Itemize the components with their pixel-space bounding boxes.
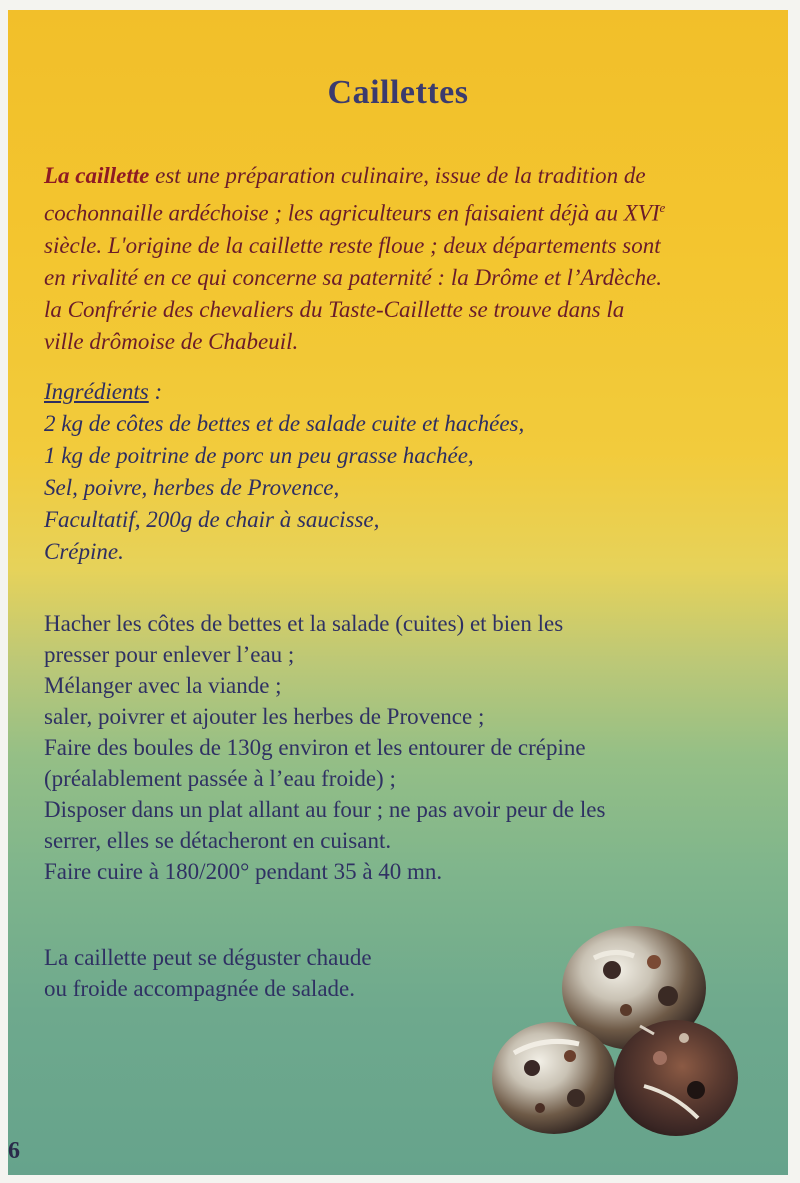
ingredient-item: 2 kg de côtes de bettes et de salade cuite et hachées,: [44, 411, 525, 436]
step-line: Faire cuire à 180/200° pendant 35 à 40 mn.: [44, 859, 443, 884]
intro-line-2: [44, 192, 774, 230]
ingredients-heading-suffix: :: [148, 379, 163, 404]
page-title: Caillettes: [327, 74, 469, 111]
intro-line-1-rest: est une préparation culinaire, issue de la tradition de: [149, 163, 646, 188]
intro-line-2-text: cochonnaille ardéchoise ; les agriculteurs en faisaient déjà au XVI: [44, 200, 660, 226]
step-line: saler, poivrer et ajouter les herbes de Provence ;: [44, 704, 485, 729]
step-line: Mélanger avec la viande ;: [44, 673, 282, 698]
step-line: Disposer dans un plat allant au four ; ne pas avoir peur de les: [44, 797, 606, 822]
ingredients-heading: Ingrédients: [44, 379, 149, 404]
recipe-page: [8, 10, 788, 1175]
step-line: (préalablement passée à l’eau froide) ;: [44, 766, 396, 791]
intro-line-6: ville drômoise de Chabeuil.: [44, 328, 299, 354]
intro-lead: La caillette: [44, 163, 150, 188]
ingredient-item: 1 kg de poitrine de porc un peu grasse hachée,: [44, 443, 474, 468]
intro-line-3: siècle. L'origine de la caillette reste floue ; deux départements sont: [44, 232, 661, 258]
serving-note-line: ou froide accompagnée de salade.: [44, 976, 355, 1001]
intro-line-1: [44, 160, 774, 192]
ingredients-section: [44, 376, 774, 568]
intro-superscript: e: [659, 200, 666, 215]
page-number: 6: [8, 1138, 20, 1164]
ingredients-heading-line: [44, 376, 774, 408]
serving-note-line: La caillette peut se déguster chaude: [44, 945, 372, 970]
preparation-steps: [44, 608, 784, 887]
caillettes-photo: [484, 918, 740, 1150]
step-line: presser pour enlever l’eau ;: [44, 642, 295, 667]
ingredient-item: Facultatif, 200g de chair à saucisse,: [44, 507, 380, 532]
ingredient-item: Crépine.: [44, 539, 124, 564]
step-line: Faire des boules de 130g environ et les entourer de crépine: [44, 735, 586, 760]
intro-line-5: la Confrérie des chevaliers du Taste-Caillette se trouve dans la: [44, 296, 625, 322]
step-line: Hacher les côtes de bettes et la salade (cuites) et bien les: [44, 611, 564, 636]
intro-paragraph: [44, 160, 774, 358]
step-line: serrer, elles se détacheront en cuisant.: [44, 828, 392, 853]
intro-line-4: en rivalité en ce qui concerne sa paternité : la Drôme et l’Ardèche.: [44, 264, 663, 290]
serving-note: [44, 942, 514, 1004]
ingredient-item: Sel, poivre, herbes de Provence,: [44, 475, 340, 500]
